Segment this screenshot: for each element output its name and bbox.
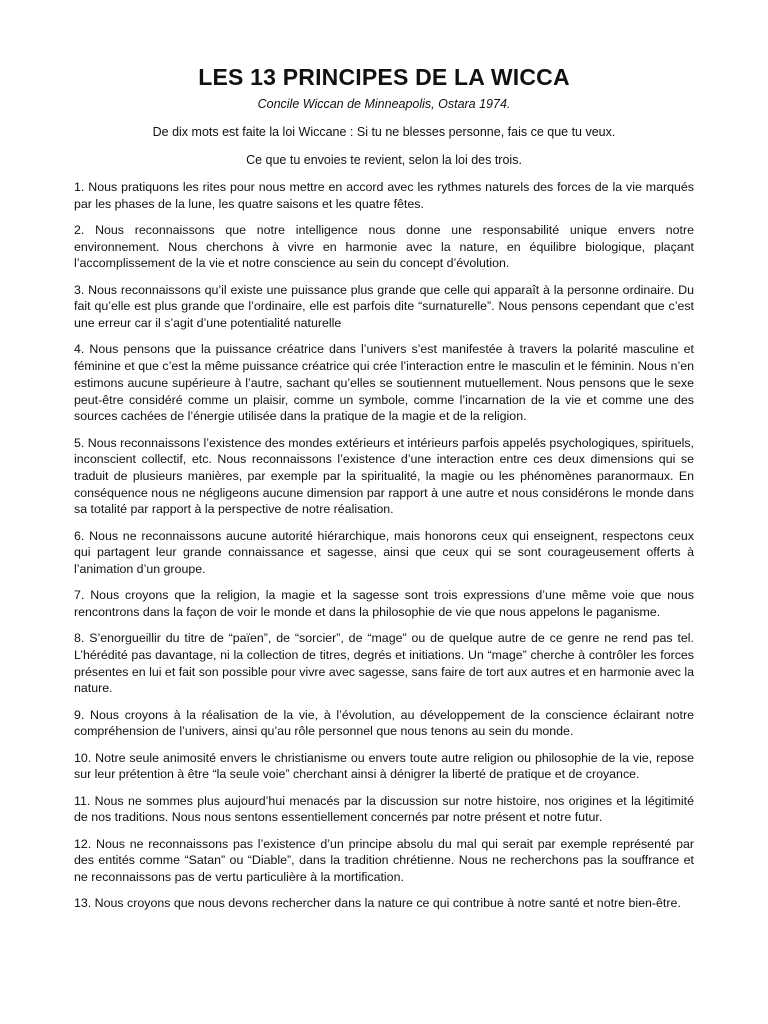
principle-7: 7. Nous croyons que la religion, la magie et la sagesse sont trois expressions d’une même voie que nous rencontrons dans la façon de voir le monde et dans la philosophie de vie que nous appelons le paganisme. [74, 588, 694, 620]
principle-3: 3. Nous reconnaissons qu’il existe une puissance plus grande que celle qui apparaît à la personne ordinaire. Du fait qu’elle est plus grande que l’ordinaire, elle est parfois dite “surnaturelle”. Nous pensons cependant que c’est une erreur car il s’agit d’une potentialité naturelle [74, 282, 694, 331]
principles-list [74, 179, 694, 912]
document-subtitle: Concile Wiccan de Minneapolis, Ostara 1974. [257, 97, 511, 111]
principle-8: 8. S’enorgueillir du titre de “païen”, de “sorcier”, de “mage” ou de quelque autre de ce genre ne rend pas tel. L’hérédité pas davantage, ni la collection de titres, degrés et initiations. Un “mage” cherche à contrôler les forces présentes en lui et fait son possible pour vivre avec sagesse, sans faire de tort aux autres et en harmonie avec la nature. [74, 631, 694, 696]
principle-1: 1. Nous pratiquons les rites pour nous mettre en accord avec les rythmes naturels des forces de la vie marqués par les phases de la lune, les quatre saisons et les quatre fêtes. [74, 180, 694, 211]
principle-2: 2. Nous reconnaissons que notre intelligence nous donne une responsabilité unique envers notre environnement. Nous cherchons à vivre en harmonie avec la nature, en équilibre biologique, plaçant l’accomplissement de la vie et notre conscience au sein du concept d’évolution. [74, 223, 694, 271]
principle-5: 5. Nous reconnaissons l’existence des mondes extérieurs et intérieurs parfois appelés psychologiques, spirituels, inconscient collectif, etc. Nous reconnaissons l’existence d’une interaction entre ces deux dimensions qui se traduit de plusieurs manières, par exemple par la spiritualité, la magie ou les phénomènes paranormaux. En conséquence nous ne négligeons aucune dimension par rapport à une autre et nous considérons le monde dans sa totalité par rapport à la perspective de notre réalisation. [74, 435, 694, 517]
principle-11: 11. Nous ne sommes plus aujourd’hui menacés par la discussion sur notre histoire, nos origines et la légitimité de nos traditions. Nous nous sentons essentiellement concernés par notre présent et notre futur. [74, 793, 694, 825]
principle-9: 9. Nous croyons à la réalisation de la vie, à l’évolution, au développement de la conscience éclairant notre compréhension de l’univers, ainsi qu’au rôle personnel que nous tenons au sein du monde. [74, 707, 694, 739]
wiccan-law-line-2: Ce que tu envoies te revient, selon la loi des trois. [246, 153, 522, 167]
principle-4: 4. Nous pensons que la puissance créatrice dans l’univers s’est manifestée à travers la polarité masculine et féminine et que c’est la même puissance créatrice qui crée l’interaction entre le masculin et le féminin. Nous n’en estimons aucune supérieure à l’autre, sachant qu’elles se soutiennent mutuellement. Nous pensons que le sexe peut-être considéré comme un plaisir, comme un symbole, comme l’incarnation de la vie et comme une des sources cachées de l’énergie utilisée dans la pratique de la magie et de la religion. [74, 342, 694, 424]
wiccan-law-line-1: De dix mots est faite la loi Wiccane : Si tu ne blesses personne, fais ce que tu veux. [152, 125, 616, 139]
principle-6: 6. Nous ne reconnaissons aucune autorité hiérarchique, mais honorons ceux qui enseignent, respectons ceux qui partagent leur grande connaissance et sagesse, ainsi que ceux qui se sont courageusement offerts à l’animation d’un groupe. [74, 528, 694, 577]
principle-13: 13. Nous croyons que nous devons rechercher dans la nature ce qui contribue à notre santé et notre bien-être. [74, 896, 681, 911]
document-title: LES 13 PRINCIPES DE LA WICCA [198, 64, 570, 90]
principle-10: 10. Notre seule animosité envers le christianisme ou envers toute autre religion ou philosophie de la vie, repose sur leur prétention à être “la seule voie” cherchant ainsi à dénigrer la liberté de pratique et de croyance. [74, 750, 694, 782]
principle-12: 12. Nous ne reconnaissons pas l’existence d’un principe absolu du mal qui serait par exemple représenté par des entités comme “Satan” ou “Diable”, dans la tradition chrétienne. Nous ne recherchons pas la souffrance et ne reconnaissons pas de vertu particulière à la mortification. [74, 836, 694, 885]
